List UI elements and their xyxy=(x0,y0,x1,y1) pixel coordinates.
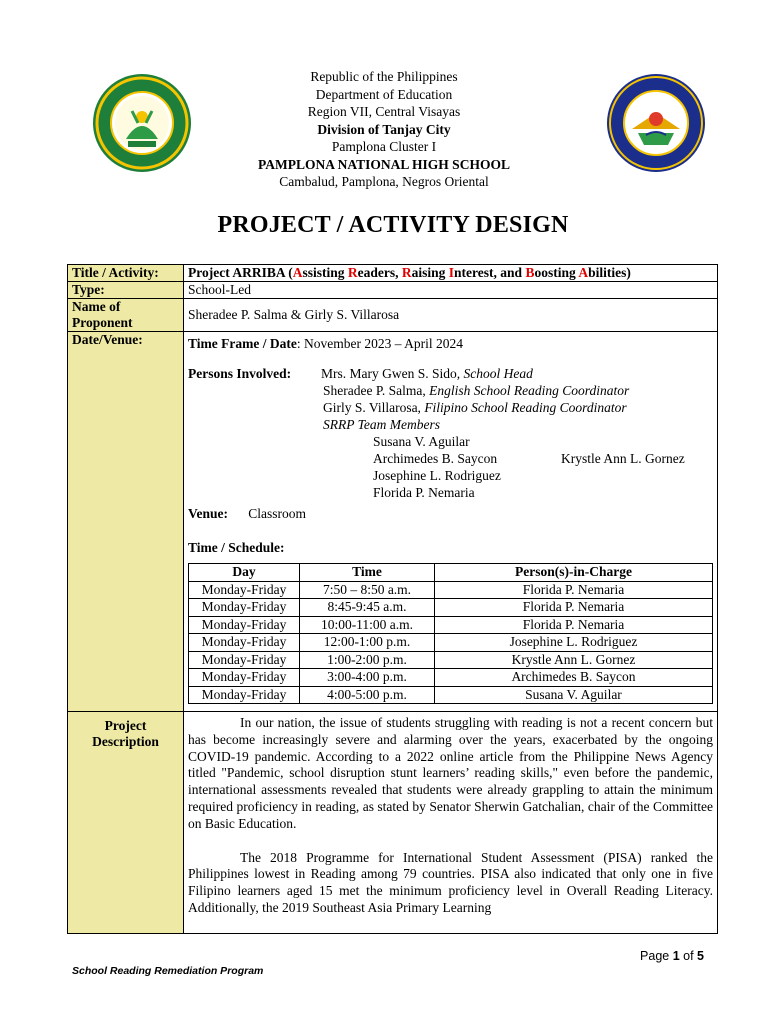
header-cluster: Pamplona Cluster I xyxy=(331,139,437,154)
description-paragraph-2: The 2018 Programme for International Student Assessment (PISA) ranked the Philippines lowest in Reading among 79 countries. PISA also indicated that only one in five Filipino learners aged 15 met the minimum proficiency level in Overall Reading Literacy. Additionally, the 2019 Southeast Asia Primary Learning xyxy=(188,849,713,915)
team-member: Florida P. Nemaria xyxy=(373,485,475,500)
team-member: Josephine L. Rodriguez xyxy=(373,468,501,483)
description-paragraph-1: In our nation, the issue of students struggling with reading is not a recent concern but has become increasingly severe and alarming over the years, exacerbated by the ongoing COVID-19 pandemic. According to a 2022 online article from the Philippine News Agency titled "Pandemic, school disruption stunt learners’ reading skills," even before the pandemic, international assessments revealed that students were already grappling to attain the minimum required proficiency in reading, as stated by Senator Sherwin Gatchalian, chair of the Committee on Basic Education. xyxy=(188,715,713,831)
label-description: Project Description xyxy=(68,712,184,934)
person-filipino-coordinator: Girly S. Villarosa, Filipino School Reading Coordinator xyxy=(323,400,627,415)
row-description xyxy=(68,712,718,934)
header-country: Republic of the Philippines xyxy=(310,69,458,84)
venue: Venue: Classroom xyxy=(188,506,307,521)
project-design-table xyxy=(67,264,718,934)
schedule-row: Monday-Friday 10:00-11:00 a.m. Florida P. Nemaria xyxy=(189,616,713,634)
project-title: Project ARRIBA (Assisting Readers, Raising Interest, and Boosting Abilities) xyxy=(184,265,718,282)
description-content xyxy=(184,712,718,934)
schedule-row: Monday-Friday 3:00-4:00 p.m. Archimedes B. Saycon xyxy=(189,669,713,687)
schedule-row: Monday-Friday 12:00-1:00 p.m. Josephine L. Rodriguez xyxy=(189,634,713,652)
team-member: Archimedes B. Saycon xyxy=(373,451,498,466)
schedule-header-time: Time xyxy=(300,564,435,582)
schedule-row: Monday-Friday 4:00-5:00 p.m. Susana V. Aguilar xyxy=(189,686,713,704)
persons-involved xyxy=(188,366,713,506)
label-type: Type: xyxy=(68,282,184,299)
document-title: PROJECT / ACTIVITY DESIGN xyxy=(217,212,569,238)
persons-label: Persons Involved: xyxy=(188,366,292,381)
person-english-coordinator: Sheradee P. Salma, English School Reading Coordinator xyxy=(323,383,630,398)
header-address: Cambalud, Pamplona, Negros Oriental xyxy=(279,174,489,189)
letterhead xyxy=(0,68,768,191)
team-member: Krystle Ann L. Gornez xyxy=(561,451,685,466)
person-school-head: Mrs. Mary Gwen S. Sido, School Head xyxy=(321,366,533,381)
schedule-row: Monday-Friday 8:45-9:45 a.m. Florida P. Nemaria xyxy=(189,599,713,617)
team-member: Susana V. Aguilar xyxy=(373,434,470,449)
label-date-venue: Date/Venue: xyxy=(68,332,184,712)
schedule-row: Monday-Friday 7:50 – 8:50 a.m. Florida P. Nemaria xyxy=(189,581,713,599)
header-region: Region VII, Central Visayas xyxy=(307,104,461,119)
header-division: Division of Tanjay City xyxy=(317,121,451,137)
schedule-row: Monday-Friday 1:00-2:00 p.m. Krystle Ann L. Gornez xyxy=(189,651,713,669)
timeframe: Time Frame / Date: November 2023 – April 2024 xyxy=(188,336,463,351)
row-type xyxy=(68,282,718,299)
label-title-activity: Title / Activity: xyxy=(68,265,184,282)
type-value: School-Led xyxy=(184,282,718,299)
srrp-team-label: SRRP Team Members xyxy=(323,417,440,432)
header-school: PAMPLONA NATIONAL HIGH SCHOOL xyxy=(258,156,510,172)
page-number: Page 1 of 5 xyxy=(640,949,704,963)
header-department: Department of Education xyxy=(315,86,453,102)
footer-program-name: School Reading Remediation Program xyxy=(72,965,264,977)
date-venue-content xyxy=(184,332,718,712)
proponent-value: Sheradee P. Salma & Girly S. Villarosa xyxy=(184,299,718,332)
row-title xyxy=(68,265,718,282)
label-proponent: Name of Proponent xyxy=(68,299,184,332)
schedule-header-row xyxy=(189,564,713,582)
schedule-table xyxy=(188,563,713,704)
row-date-venue xyxy=(68,332,718,712)
schedule-label: Time / Schedule: xyxy=(188,540,285,555)
schedule-header-day: Day xyxy=(189,564,300,582)
row-proponent xyxy=(68,299,718,332)
schedule-header-person: Person(s)-in-Charge xyxy=(435,564,713,582)
